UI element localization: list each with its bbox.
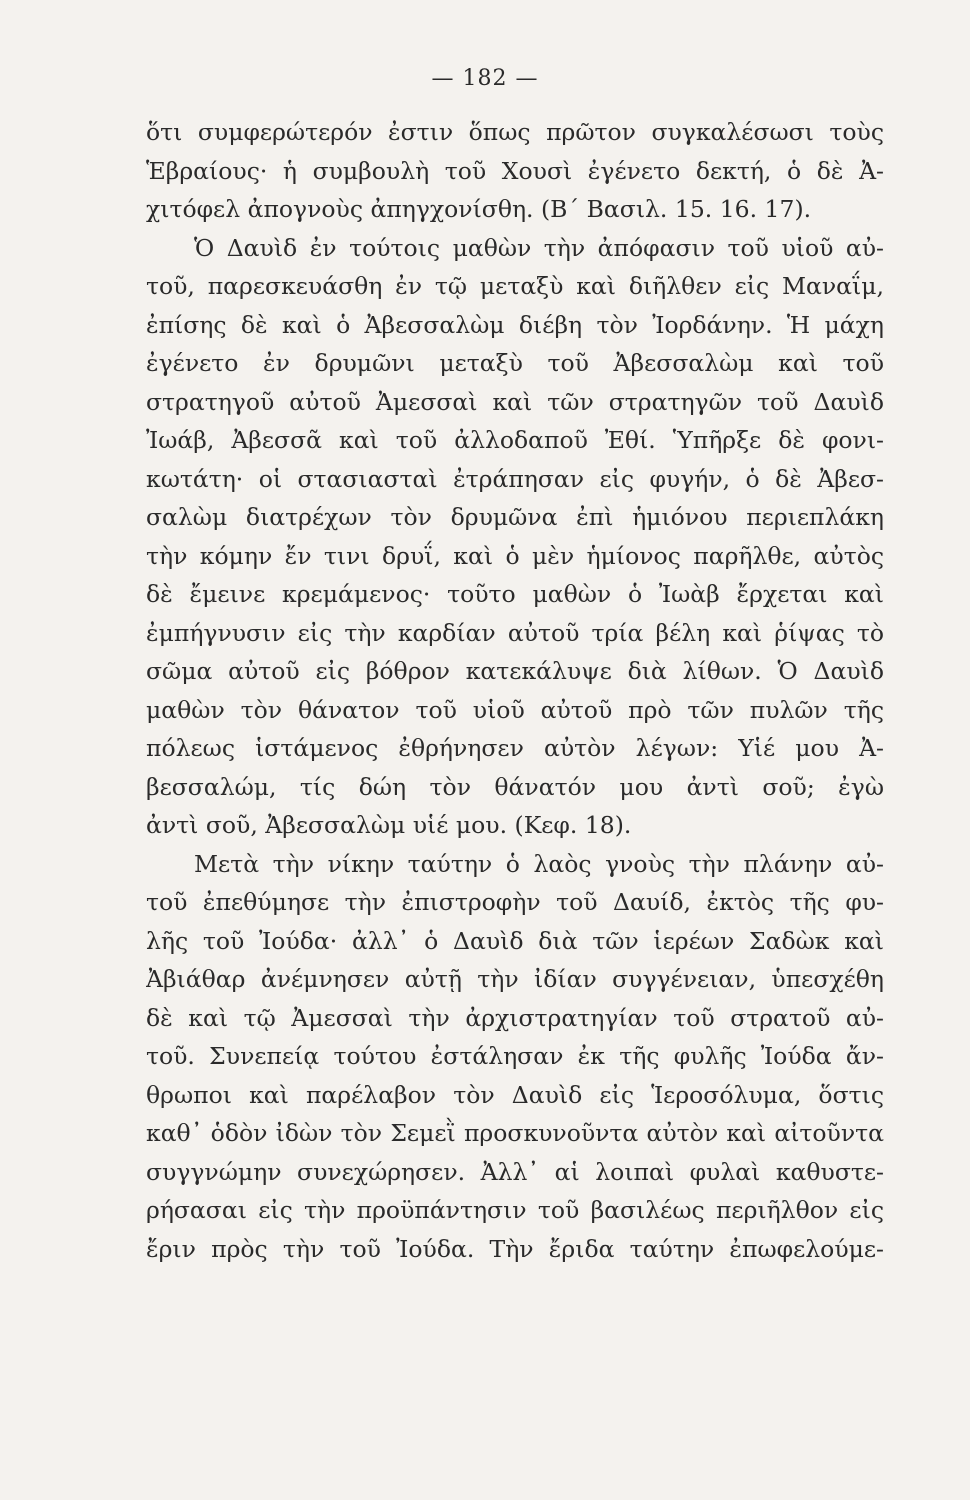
- text-line: ἐπίσης δὲ καὶ ὁ Ἀβεσσαλὼμ διέβη τὸν Ἰορδάνην. Ἡ μάχη: [146, 310, 884, 339]
- text-line: τοῦ, παρεσκευάσθη ἐν τῷ μεταξὺ καὶ διῆλθεν εἰς Μαναΐμ,: [146, 272, 884, 300]
- text-line: χιτόφελ ἀπογνοὺς ἀπηγχονίσθη. (Β΄ Βασιλ. 15. 16. 17).: [146, 195, 812, 223]
- text-line: Ἀβιάθαρ ἀνέμνησεν αὐτῇ τὴν ἰδίαν συγγένειαν, ὑπεσχέθη: [146, 965, 884, 993]
- text-line: Ἑβραίους· ἡ συμβουλὴ τοῦ Χουσὶ ἐγένετο δεκτή, ὁ δὲ Ἀ-: [146, 156, 884, 185]
- text-line: στρατηγοῦ αὐτοῦ Ἀμεσσαὶ καὶ τῶν στρατηγῶν τοῦ Δαυὶδ: [146, 387, 884, 416]
- text-line: πόλεως ἱστάμενος ἐθρήνησεν αὐτὸν λέγων: Υἱέ μου Ἀ-: [146, 734, 884, 762]
- text-line: ἔριν πρὸς τὴν τοῦ Ἰούδα. Τὴν ἔριδα ταύτην ἐπωφελούμε-: [146, 1234, 884, 1263]
- text-line: θρωποι καὶ παρέλαβον τὸν Δαυὶδ εἰς Ἱεροσόλυμα, ὅστις: [146, 1080, 884, 1109]
- text-line: βεσσαλώμ, τίς δώη τὸν θάνατόν μου ἀντὶ σοῦ; ἐγὼ: [146, 772, 884, 801]
- page-number: — 182 —: [431, 66, 539, 91]
- text-line: συγγνώμην συνεχώρησεν. Ἀλλ᾽ αἱ λοιπαὶ φυλαὶ καθυστε-: [146, 1157, 884, 1186]
- text-line: τοῦ. Συνεπείᾳ τούτου ἐστάλησαν ἐκ τῆς φυλῆς Ἰούδα ἄν-: [146, 1042, 884, 1070]
- body-text: [146, 113, 884, 1268]
- text-line: λῆς τοῦ Ἰούδα· ἀλλ᾽ ὁ Δαυὶδ διὰ τῶν ἱερέων Σαδὼκ καὶ: [146, 926, 884, 955]
- text-line: μαθὼν τὸν θάνατον τοῦ υἱοῦ αὐτοῦ πρὸ τῶν πυλῶν τῆς: [146, 695, 884, 724]
- text-line: σῶμα αὐτοῦ εἰς βόθρον κατεκάλυψε διὰ λίθων. Ὁ Δαυὶδ: [146, 657, 884, 685]
- text-line: τὴν κόμην ἔν τινι δρυΐ, καὶ ὁ μὲν ἡμίονος παρῆλθε, αὐτὸς: [146, 541, 884, 570]
- text-line: Ἰωάβ, Ἀβεσσᾶ καὶ τοῦ ἀλλοδαποῦ Ἐθί. Ὑπῆρξε δὲ φονι-: [146, 426, 884, 454]
- text-line: ἐμπήγνυσιν εἰς τὴν καρδίαν αὐτοῦ τρία βέλη καὶ ῥίψας τὸ: [146, 618, 884, 647]
- text-line: Ὁ Δαυὶδ ἐν τούτοις μαθὼν τὴν ἀπόφασιν τοῦ υἱοῦ αὐ-: [194, 233, 884, 262]
- text-line: ὅτι συμφερώτερόν ἐστιν ὅπως πρῶτον συγκαλέσωσι τοὺς: [146, 118, 884, 146]
- text-line: Μετὰ τὴν νίκην ταύτην ὁ λαὸς γνοὺς τὴν πλάνην αὐ-: [194, 849, 884, 878]
- text-line: ἀντὶ σοῦ, Ἀβεσσαλὼμ υἱέ μου. (Κεφ. 18).: [146, 811, 632, 839]
- text-line: σαλὼμ διατρέχων τὸν δρυμῶνα ἐπὶ ἡμιόνου περιεπλάκη: [146, 503, 884, 531]
- text-line: τοῦ ἐπεθύμησε τὴν ἐπιστροφὴν τοῦ Δαυίδ, ἐκτὸς τῆς φυ-: [146, 888, 884, 916]
- text-line: ρήσασαι εἰς τὴν προϋπάντησιν τοῦ βασιλέως περιῆλθον εἰς: [146, 1196, 884, 1224]
- text-line: δὲ καὶ τῷ Ἀμεσσαὶ τὴν ἀρχιστρατηγίαν τοῦ στρατοῦ αὐ-: [146, 1003, 884, 1032]
- text-line: κωτάτη· οἱ στασιασταὶ ἐτράπησαν εἰς φυγήν, ὁ δὲ Ἀβεσ-: [146, 464, 884, 493]
- text-line: καθ᾽ ὁδὸν ἰδὼν τὸν Σεμεῒ προσκυνοῦντα αὐτὸν καὶ αἰτοῦντα: [146, 1119, 884, 1147]
- text-line: ἐγένετο ἐν δρυμῶνι μεταξὺ τοῦ Ἀβεσσαλὼμ καὶ τοῦ: [146, 349, 884, 377]
- text-line: δὲ ἔμεινε κρεμάμενος· τοῦτο μαθὼν ὁ Ἰωὰβ ἔρχεται καὶ: [146, 580, 884, 608]
